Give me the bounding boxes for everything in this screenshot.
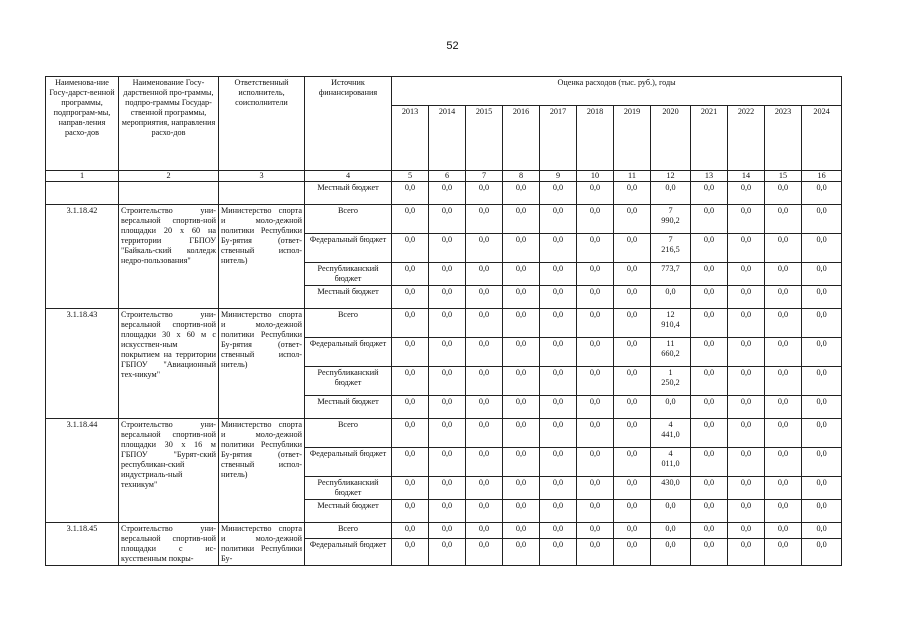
column-number: 11: [614, 171, 651, 182]
table-row: [46, 205, 842, 234]
value-cell: 0,0: [540, 205, 577, 234]
value-cell: 0,0: [503, 234, 540, 263]
value-cell: 0,0: [614, 263, 651, 286]
value-cell: 0,0: [802, 396, 842, 419]
value-cell: 0,0: [651, 538, 691, 565]
value-cell: 0,0: [728, 419, 765, 448]
funding-source: Федеральный бюджет: [305, 338, 392, 367]
value-cell: 0,0: [802, 182, 842, 205]
value-cell: 0,0: [392, 396, 429, 419]
value-cell: 0,0: [691, 448, 728, 477]
value-cell: 0,0: [429, 205, 466, 234]
value-cell: 0,0: [466, 367, 503, 396]
year-header: 2022: [728, 106, 765, 171]
value-cell: 0,0: [577, 286, 614, 309]
value-cell: 0,0: [765, 367, 802, 396]
value-cell: 0,0: [466, 396, 503, 419]
value-cell: 0,0: [802, 419, 842, 448]
value-cell: 430,0: [651, 477, 691, 500]
funding-source: Федеральный бюджет: [305, 538, 392, 565]
value-cell: 0,0: [540, 182, 577, 205]
value-cell: 0,0: [765, 500, 802, 523]
value-cell: 0,0: [429, 477, 466, 500]
value-cell: 0,0: [392, 234, 429, 263]
value-cell: 0,0: [503, 538, 540, 565]
value-cell: 0,0: [614, 367, 651, 396]
column-number: 9: [540, 171, 577, 182]
empty-cell: [46, 182, 119, 205]
column-number: 10: [577, 171, 614, 182]
value-cell: 0,0: [577, 367, 614, 396]
value-cell: 0,0: [614, 538, 651, 565]
value-cell: 0,0: [691, 205, 728, 234]
value-cell: 0,0: [614, 234, 651, 263]
value-cell: 0,0: [392, 477, 429, 500]
value-cell: 0,0: [392, 338, 429, 367]
value-cell: 0,0: [540, 477, 577, 500]
value-cell: 0,0: [577, 500, 614, 523]
value-cell: 0,0: [577, 263, 614, 286]
value-cell: 0,0: [503, 182, 540, 205]
value-cell: 0,0: [577, 205, 614, 234]
value-cell: 0,0: [614, 448, 651, 477]
value-cell: 0,0: [765, 538, 802, 565]
column-number: 6: [429, 171, 466, 182]
value-cell: 0,0: [765, 263, 802, 286]
value-cell: 0,0: [728, 286, 765, 309]
value-cell: 0,0: [691, 500, 728, 523]
value-cell: 0,0: [466, 448, 503, 477]
value-cell: 0,0: [765, 523, 802, 539]
value-cell: 0,0: [466, 500, 503, 523]
value-cell: 0,0: [691, 286, 728, 309]
value-cell: 0,0: [728, 234, 765, 263]
value-cell: 0,0: [466, 419, 503, 448]
value-cell: 0,0: [540, 234, 577, 263]
funding-source: Федеральный бюджет: [305, 234, 392, 263]
value-cell: 0,0: [728, 538, 765, 565]
value-cell: 0,0: [614, 396, 651, 419]
value-cell: 0,0: [429, 419, 466, 448]
value-cell: 0,0: [802, 309, 842, 338]
measure-code: 3.1.18.43: [46, 309, 119, 419]
value-cell: 0,0: [429, 538, 466, 565]
value-cell: 0,0: [392, 309, 429, 338]
column-number: 1: [46, 171, 119, 182]
column-number-row: [46, 171, 842, 182]
value-cell: 0,0: [429, 234, 466, 263]
value-cell: 0,0: [392, 523, 429, 539]
value-cell: 0,0: [765, 286, 802, 309]
year-header: 2016: [503, 106, 540, 171]
table-row: [46, 309, 842, 338]
year-header: 2019: [614, 106, 651, 171]
value-cell: 0,0: [614, 523, 651, 539]
measure-code: 3.1.18.44: [46, 419, 119, 523]
value-cell: 0,0: [540, 500, 577, 523]
funding-source: Всего: [305, 523, 392, 539]
year-header: 2021: [691, 106, 728, 171]
value-cell: 0,0: [577, 234, 614, 263]
value-cell: 0,0: [728, 448, 765, 477]
header-row: [46, 77, 842, 106]
value-cell: 0,0: [392, 538, 429, 565]
measure-name: Строительство уни-версальной спортив-ной площадки 30 х 60 м с искусствен-ным покрытием на территории ГБПОУ "Авиационный тех-никум": [119, 309, 219, 419]
year-header: 2015: [466, 106, 503, 171]
value-cell: 0,0: [728, 396, 765, 419]
header-funding-source: Источник финансирования: [305, 77, 392, 171]
value-cell: 0,0: [728, 182, 765, 205]
value-cell: 0,0: [802, 523, 842, 539]
value-cell: 0,0: [466, 309, 503, 338]
value-cell: 0,0: [503, 448, 540, 477]
funding-source: Местный бюджет: [305, 182, 392, 205]
value-cell: 0,0: [392, 367, 429, 396]
value-cell: 0,0: [540, 309, 577, 338]
value-cell: 0,0: [802, 500, 842, 523]
header-expense-estimate: Оценка расходов (тыс. руб.), годы: [392, 77, 842, 106]
header-executor: Ответственный исполнитель, соисполнители: [219, 77, 305, 171]
value-cell: 12 910,4: [651, 309, 691, 338]
measure-executor: Министерство спорта и моло-дежной политики Республики Бу-рятия (ответ-ственный испол-нитель): [219, 419, 305, 523]
value-cell: 0,0: [429, 286, 466, 309]
value-cell: 0,0: [765, 448, 802, 477]
value-cell: 0,0: [429, 523, 466, 539]
column-number: 15: [765, 171, 802, 182]
value-cell: 0,0: [577, 309, 614, 338]
value-cell: 0,0: [614, 338, 651, 367]
value-cell: 0,0: [691, 396, 728, 419]
value-cell: 0,0: [765, 396, 802, 419]
funding-source: Республиканский бюджет: [305, 367, 392, 396]
funding-source: Местный бюджет: [305, 500, 392, 523]
value-cell: 0,0: [614, 419, 651, 448]
value-cell: 0,0: [540, 538, 577, 565]
value-cell: 0,0: [802, 338, 842, 367]
header-program-code: Наименова-ние Госу-дарст-венной программы, подпрограм-мы, направ-ления расхо-дов: [46, 77, 119, 171]
value-cell: 0,0: [577, 419, 614, 448]
column-number: 14: [728, 171, 765, 182]
funding-source: Всего: [305, 419, 392, 448]
measure-code: 3.1.18.42: [46, 205, 119, 309]
year-header: 2018: [577, 106, 614, 171]
column-number: 5: [392, 171, 429, 182]
value-cell: 0,0: [540, 396, 577, 419]
value-cell: 4 441,0: [651, 419, 691, 448]
value-cell: 0,0: [503, 477, 540, 500]
value-cell: 0,0: [651, 182, 691, 205]
funding-source: Республиканский бюджет: [305, 263, 392, 286]
value-cell: 1 250,2: [651, 367, 691, 396]
value-cell: 0,0: [429, 309, 466, 338]
value-cell: 0,0: [728, 263, 765, 286]
value-cell: 0,0: [466, 205, 503, 234]
value-cell: 0,0: [577, 523, 614, 539]
value-cell: 0,0: [503, 396, 540, 419]
table-row: [46, 419, 842, 448]
value-cell: 0,0: [614, 182, 651, 205]
value-cell: 0,0: [614, 205, 651, 234]
column-number: 4: [305, 171, 392, 182]
funding-source: Местный бюджет: [305, 396, 392, 419]
value-cell: 0,0: [429, 338, 466, 367]
value-cell: 0,0: [429, 396, 466, 419]
measure-name: Строительство уни-версальной спортив-ной площадки 20 х 60 на территории ГБПОУ "Байкаль-ский колледж недро-пользования": [119, 205, 219, 309]
value-cell: 0,0: [577, 338, 614, 367]
value-cell: 0,0: [802, 477, 842, 500]
column-number: 13: [691, 171, 728, 182]
value-cell: 0,0: [728, 309, 765, 338]
value-cell: 0,0: [614, 500, 651, 523]
funding-source: Местный бюджет: [305, 286, 392, 309]
value-cell: 0,0: [728, 205, 765, 234]
measure-executor: Министерство спорта и моло-дежной политики Республики Бу-рятия (ответ-ственный испол-нитель): [219, 309, 305, 419]
value-cell: 0,0: [614, 286, 651, 309]
value-cell: 773,7: [651, 263, 691, 286]
value-cell: 0,0: [614, 309, 651, 338]
value-cell: 0,0: [728, 477, 765, 500]
value-cell: 7 990,2: [651, 205, 691, 234]
value-cell: 0,0: [691, 477, 728, 500]
value-cell: 0,0: [691, 538, 728, 565]
value-cell: 0,0: [765, 234, 802, 263]
value-cell: 0,0: [728, 367, 765, 396]
value-cell: 0,0: [392, 263, 429, 286]
column-number: 8: [503, 171, 540, 182]
funding-source: Всего: [305, 205, 392, 234]
year-header: 2013: [392, 106, 429, 171]
value-cell: 0,0: [540, 419, 577, 448]
value-cell: 0,0: [577, 182, 614, 205]
value-cell: 0,0: [392, 500, 429, 523]
value-cell: 0,0: [802, 263, 842, 286]
value-cell: 0,0: [691, 182, 728, 205]
value-cell: 0,0: [540, 367, 577, 396]
value-cell: 0,0: [651, 523, 691, 539]
year-header: 2014: [429, 106, 466, 171]
value-cell: 0,0: [691, 234, 728, 263]
value-cell: 0,0: [466, 234, 503, 263]
value-cell: 0,0: [802, 286, 842, 309]
budget-table: [45, 76, 842, 566]
value-cell: 0,0: [691, 263, 728, 286]
lead-row: [46, 182, 842, 205]
empty-cell: [119, 182, 219, 205]
value-cell: 11 660,2: [651, 338, 691, 367]
value-cell: 0,0: [392, 419, 429, 448]
value-cell: 0,0: [429, 263, 466, 286]
value-cell: 0,0: [691, 523, 728, 539]
value-cell: 0,0: [503, 523, 540, 539]
measure-executor: Министерство спорта и моло-дежной политики Республики Бу-рятия (ответ-ственный испол-нитель): [219, 205, 305, 309]
table-row: [46, 523, 842, 539]
value-cell: 0,0: [802, 448, 842, 477]
funding-source: Всего: [305, 309, 392, 338]
value-cell: 0,0: [429, 182, 466, 205]
value-cell: 0,0: [691, 309, 728, 338]
value-cell: 0,0: [540, 523, 577, 539]
value-cell: 0,0: [577, 538, 614, 565]
measure-name: Строительство уни-версальной спортив-ной площадки с ис-кусственным покры-: [119, 523, 219, 566]
column-number: 16: [802, 171, 842, 182]
value-cell: 0,0: [802, 205, 842, 234]
value-cell: 0,0: [392, 286, 429, 309]
value-cell: 0,0: [765, 309, 802, 338]
value-cell: 0,0: [466, 538, 503, 565]
value-cell: 7 216,5: [651, 234, 691, 263]
value-cell: 0,0: [765, 182, 802, 205]
value-cell: 0,0: [429, 500, 466, 523]
value-cell: 4 011,0: [651, 448, 691, 477]
value-cell: 0,0: [540, 338, 577, 367]
value-cell: 0,0: [503, 263, 540, 286]
value-cell: 0,0: [540, 263, 577, 286]
page-number: 52: [446, 40, 459, 52]
value-cell: 0,0: [540, 448, 577, 477]
value-cell: 0,0: [429, 367, 466, 396]
value-cell: 0,0: [577, 396, 614, 419]
value-cell: 0,0: [728, 523, 765, 539]
value-cell: 0,0: [765, 205, 802, 234]
column-number: 12: [651, 171, 691, 182]
value-cell: 0,0: [728, 500, 765, 523]
value-cell: 0,0: [802, 234, 842, 263]
year-header: 2024: [802, 106, 842, 171]
value-cell: 0,0: [466, 523, 503, 539]
value-cell: 0,0: [540, 286, 577, 309]
value-cell: 0,0: [651, 396, 691, 419]
value-cell: 0,0: [429, 448, 466, 477]
value-cell: 0,0: [577, 477, 614, 500]
value-cell: 0,0: [691, 367, 728, 396]
value-cell: 0,0: [503, 338, 540, 367]
year-header: 2020: [651, 106, 691, 171]
value-cell: 0,0: [651, 500, 691, 523]
value-cell: 0,0: [577, 448, 614, 477]
column-number: 3: [219, 171, 305, 182]
funding-source: Федеральный бюджет: [305, 448, 392, 477]
measure-executor: Министерство спорта и моло-дежной политики Республики Бу-: [219, 523, 305, 566]
value-cell: 0,0: [503, 419, 540, 448]
value-cell: 0,0: [765, 419, 802, 448]
value-cell: 0,0: [503, 286, 540, 309]
value-cell: 0,0: [503, 309, 540, 338]
column-number: 2: [119, 171, 219, 182]
value-cell: 0,0: [392, 205, 429, 234]
value-cell: 0,0: [691, 338, 728, 367]
header-program-name: Наименование Госу-дарственной про-граммы, подпро-граммы Государ-ственной программы, мероприятия, направления расхо-дов: [119, 77, 219, 171]
measure-code: 3.1.18.45: [46, 523, 119, 566]
value-cell: 0,0: [614, 477, 651, 500]
empty-cell: [219, 182, 305, 205]
value-cell: 0,0: [466, 182, 503, 205]
funding-source: Республиканский бюджет: [305, 477, 392, 500]
value-cell: 0,0: [651, 286, 691, 309]
year-header: 2017: [540, 106, 577, 171]
value-cell: 0,0: [392, 448, 429, 477]
value-cell: 0,0: [503, 205, 540, 234]
value-cell: 0,0: [802, 367, 842, 396]
value-cell: 0,0: [765, 338, 802, 367]
value-cell: 0,0: [503, 500, 540, 523]
measure-name: Строительство уни-версальной спортив-ной площадки 30 х 16 м ГБПОУ "Бурят-ский республикан-ский индустриаль-ный техникум": [119, 419, 219, 523]
value-cell: 0,0: [765, 477, 802, 500]
value-cell: 0,0: [466, 263, 503, 286]
value-cell: 0,0: [466, 477, 503, 500]
value-cell: 0,0: [466, 286, 503, 309]
value-cell: 0,0: [392, 182, 429, 205]
value-cell: 0,0: [691, 419, 728, 448]
value-cell: 0,0: [802, 538, 842, 565]
year-header: 2023: [765, 106, 802, 171]
value-cell: 0,0: [728, 338, 765, 367]
value-cell: 0,0: [466, 338, 503, 367]
column-number: 7: [466, 171, 503, 182]
value-cell: 0,0: [503, 367, 540, 396]
